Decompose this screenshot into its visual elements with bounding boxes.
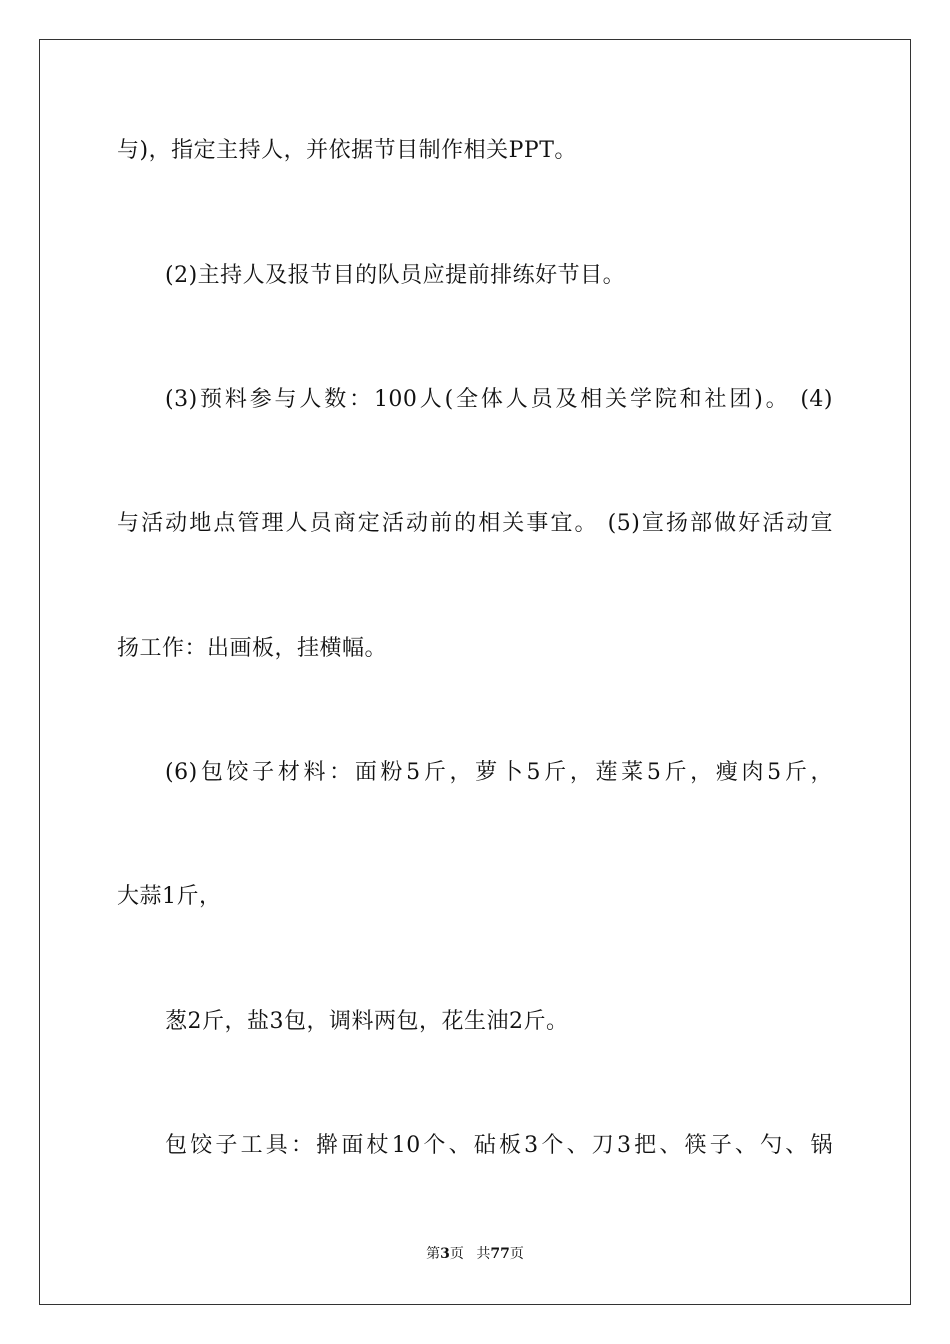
page-frame	[39, 39, 911, 1305]
body-line-3: (3)预料参与人数：100人(全体人员及相关学院和社团)。 (4)	[165, 387, 833, 412]
body-line-9: 包饺子工具：擀面杖10个、砧板3个、刀3把、筷子、勺、锅	[165, 1133, 833, 1158]
total-indicator	[476, 1246, 523, 1262]
body-line-8: 葱2斤，盐3包，调料两包，花生油2斤。	[165, 1009, 569, 1034]
body-line-6: (6)包饺子材料：面粉5斤，萝卜5斤，莲菜5斤，瘦肉5斤，	[165, 760, 833, 785]
body-line-5: 扬工作：出画板，挂横幅。	[117, 636, 388, 661]
total-suffix: 页	[509, 1246, 524, 1262]
total-pages: 77	[490, 1246, 510, 1262]
body-line-4: 与活动地点管理人员商定活动前的相关事宜。 (5)宣扬部做好活动宣	[117, 511, 833, 536]
page-prefix: 第	[426, 1246, 441, 1262]
page-suffix: 页	[449, 1246, 464, 1262]
total-prefix: 共	[476, 1246, 491, 1262]
body-line-7: 大蒜1斤，	[117, 884, 222, 909]
page-indicator	[426, 1246, 464, 1262]
page-number: 3	[440, 1246, 450, 1262]
body-line-2: (2)主持人及报节目的队员应提前排练好节目。	[165, 263, 626, 288]
body-line-1: 与)，指定主持人，并依据节目制作相关PPT。	[117, 138, 577, 163]
page-footer	[0, 1245, 950, 1263]
